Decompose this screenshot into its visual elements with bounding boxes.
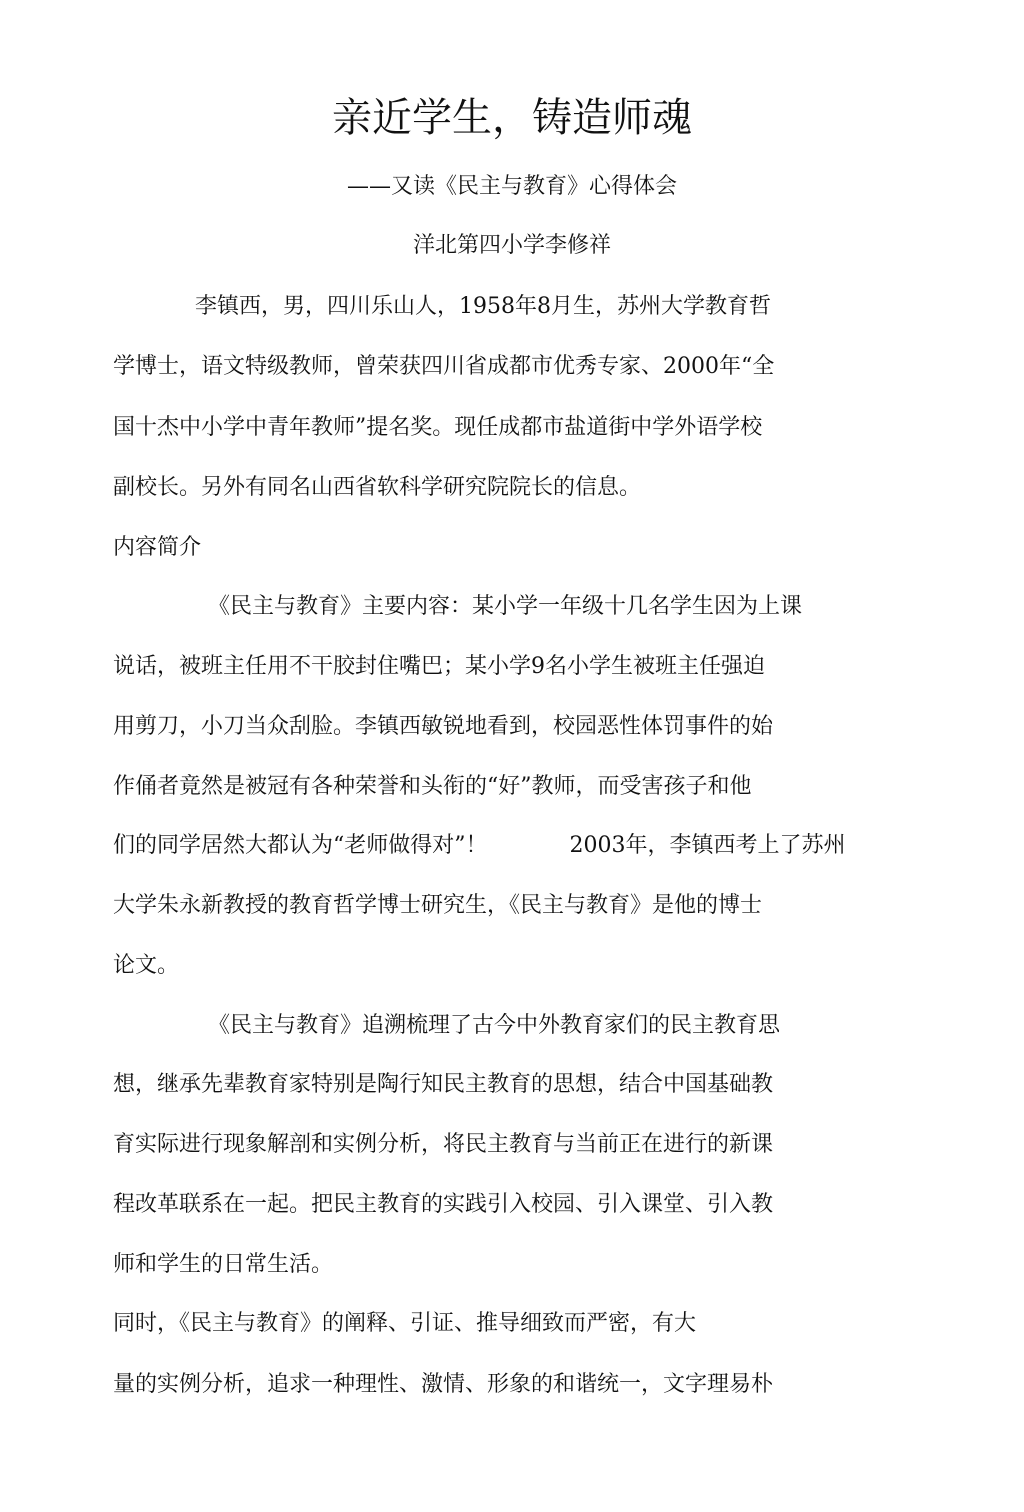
paragraph-line: 作俑者竟然是被冠有各种荣誉和头衔的“好”教师，而受害孩子和他: [113, 774, 752, 799]
paragraph-line: 《民主与教育》追溯梳理了古今中外教育家们的民主教育思: [208, 1013, 781, 1038]
paragraph-line: 师和学生的日常生活。: [113, 1252, 334, 1277]
paragraph-line: 想，继承先辈教育家特别是陶行知民主教育的思想，结合中国基础教: [113, 1072, 774, 1097]
paragraph-line: 程改革联系在一起。把民主教育的实践引入校园、引入课堂、引入教: [113, 1192, 774, 1217]
paragraph-line: 学博士，语文特级教师，曾荣获四川省成都市优秀专家、2000年“全: [113, 354, 775, 379]
paragraph-line-segment: 2003年，李镇西考上了苏州: [569, 833, 846, 858]
paragraph-line: 同时，《民主与教育》的阐释、引证、推导细致而严密，有大: [113, 1311, 697, 1336]
paragraph-line: 李镇西，男，四川乐山人，1958年8月生，苏州大学教育哲: [195, 294, 771, 319]
paragraph-line: 育实际进行现象解剖和实例分析，将民主教育与当前正在进行的新课: [113, 1132, 774, 1157]
paragraph-line: 量的实例分析，追求一种理性、激情、形象的和谐统一，文字理易朴: [113, 1372, 774, 1397]
paragraph-line: [113, 829, 846, 863]
paragraph-line: 国十杰中小学中青年教师”提名奖。现任成都市盐道街中学外语学校: [113, 415, 763, 440]
paragraph-line-segment: 们的同学居然大都认为“老师做得对”！: [113, 833, 488, 858]
paragraph-line: 说话，被班主任用不干胶封住嘴巴；某小学9名小学生被班主任强迫: [113, 654, 765, 679]
document-title: 亲近学生，铸造师魂: [332, 95, 692, 141]
paragraph-line: 副校长。另外有同名山西省软科学研究院院长的信息。: [113, 475, 642, 500]
document-subtitle: ——又读《民主与教育》心得体会: [346, 174, 677, 199]
paragraph-line: 《民主与教育》主要内容：某小学一年级十几名学生因为上课: [208, 594, 803, 619]
document-author: 洋北第四小学李修祥: [412, 233, 611, 258]
paragraph-line: 论文。: [113, 953, 180, 978]
paragraph-line: 大学朱永新教授的教育哲学博士研究生，《民主与教育》是他的博士: [113, 893, 763, 918]
paragraph-line: 用剪刀，小刀当众刮脸。李镇西敏锐地看到，校园恶性体罚事件的始: [113, 714, 774, 739]
section-heading: 内容简介: [113, 535, 202, 560]
